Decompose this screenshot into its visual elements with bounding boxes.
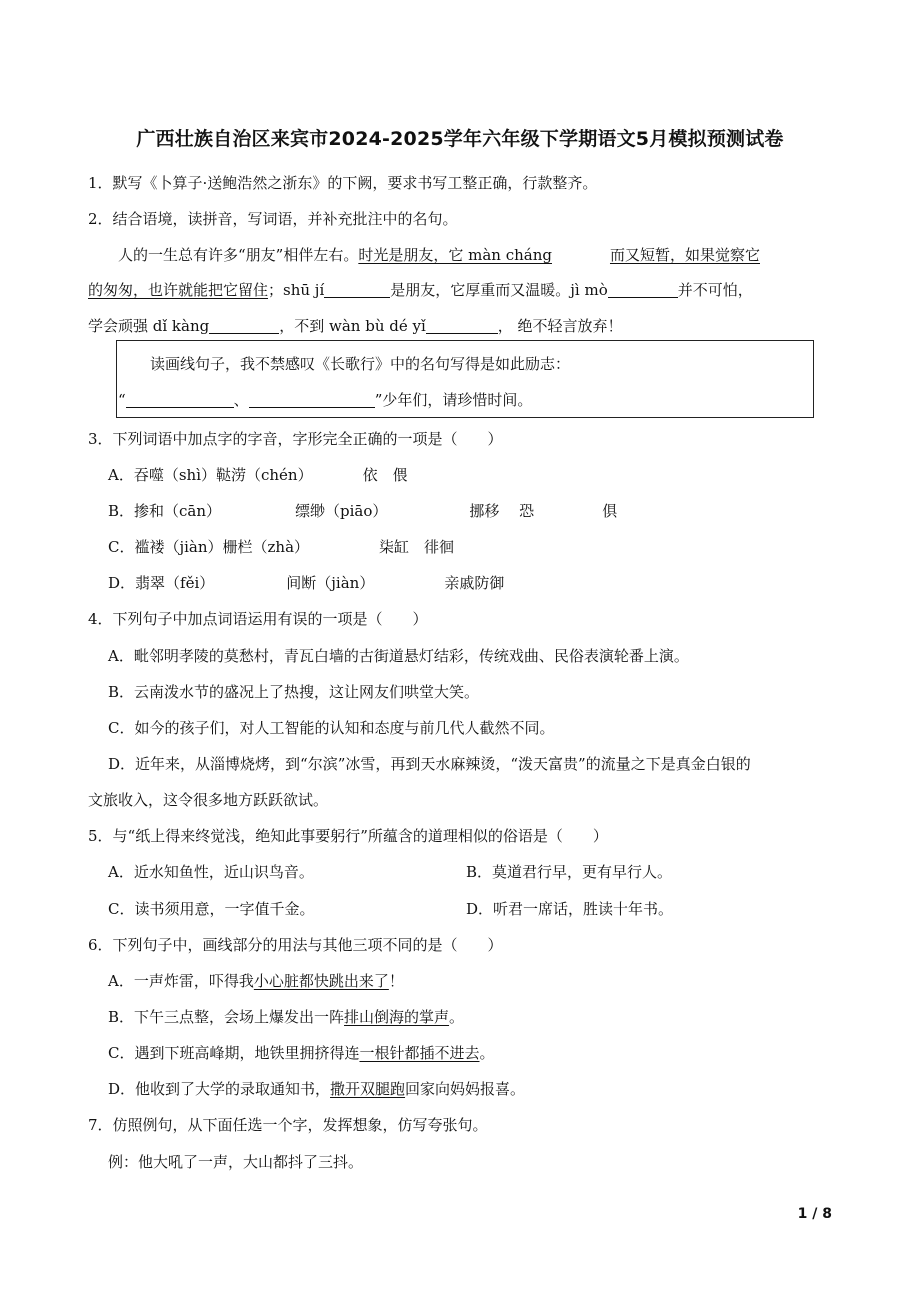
annotation-line-1: 读画线句子，我不禁感叹《长歌行》中的名句写得是如此励志： (150, 355, 571, 373)
answer-blank[interactable] (426, 318, 498, 334)
underlined-phrase: 一根针都插不进去 (359, 1044, 480, 1062)
underlined-sentence: 时光是朋友，它 màn cháng 而又短暂，如果觉察它 (358, 246, 760, 264)
question-6-option-a: A．一声炸雷，吓得我小心脏都快跳出来了！ (108, 972, 404, 990)
answer-blank[interactable] (126, 392, 234, 408)
underlined-phrase: 撒开双腿跑 (330, 1080, 406, 1098)
question-4-option-b: B．云南泼水节的盛况上了热搜，这让网友们哄堂大笑。 (108, 683, 480, 701)
question-4-option-c: C．如今的孩子们，对人工智能的认知和态度与前几代人截然不同。 (108, 719, 555, 737)
underlined-phrase: 小心脏都快跳出来了 (253, 972, 389, 990)
question-4-option-d: D．近年来，从淄博烧烤，到“尔滨”冰雪，再到天水麻辣烫，“泼天富贵”的流量之下是真金白银的 (108, 755, 751, 773)
page-number: 1 / 8 (797, 1206, 832, 1222)
question-6-option-c: C．遇到下班高峰期，地铁里拥挤得连一根针都插不进去。 (108, 1044, 495, 1062)
question-2-stem: 2．结合语境，读拼音，写词语，并补充批注中的名句。 (88, 210, 458, 228)
answer-blank[interactable] (324, 282, 390, 298)
question-6-stem: 6．下列句子中，画线部分的用法与其他三项不同的是（ ） (88, 936, 503, 954)
question-3-stem: 3．下列词语中加点字的字音，字形完全正确的一项是（ ） (88, 430, 503, 448)
question-3-option-b: B．掺和（cān） 缥缈（piāo） 挪移 恐 俱 (108, 502, 618, 520)
answer-blank[interactable] (608, 282, 678, 298)
question-3-option-d: D．翡翠（fěi） 间断（jiàn） 亲戚防御 (108, 574, 505, 592)
answer-blank[interactable] (209, 318, 279, 334)
question-6-option-b: B．下午三点整，会场上爆发出一阵排山倒海的掌声。 (108, 1008, 465, 1026)
answer-blank[interactable] (249, 392, 375, 408)
question-4-stem: 4．下列句子中加点词语运用有误的一项是（ ） (88, 610, 428, 628)
question-3-option-c: C．褴褛（jiàn）栅栏（zhà） 柒缸 徘徊 (108, 538, 455, 556)
annotation-line-2: “ 、 ”少年们，请珍惜时间。 (118, 391, 533, 409)
page-title: 广西壮族自治区来宾市2024-2025学年六年级下学期语文5月模拟预测试卷 (136, 128, 784, 150)
passage-text: 人的一生总有许多“朋友”相伴左右。 (118, 246, 359, 264)
question-5-option-d: D．听君一席话，胜读十年书。 (466, 900, 674, 918)
underlined-phrase: 排山倒海的掌声 (344, 1008, 450, 1026)
question-5-option-b: B．莫道君行早，更有早行人。 (466, 863, 673, 881)
question-3-option-a: A．吞噬（shì）鞑涝（chén） 依 偎 (108, 466, 408, 484)
question-2-passage-line-2: 的匆匆，也许就能把它留住；shū jí 是朋友，它厚重而又温暖。jì mò 并不可怕， (88, 281, 753, 299)
question-5-option-c: C．读书须用意，一字值千金。 (108, 900, 315, 918)
question-1: 1．默写《卜算子·送鲍浩然之浙东》的下阙，要求书写工整正确，行款整齐。 (88, 174, 598, 192)
underlined-sentence: 的匆匆，也许就能把它留住 (88, 281, 269, 299)
question-6-option-d: D．他收到了大学的录取通知书，撒开双腿跑回家向妈妈报喜。 (108, 1080, 526, 1098)
question-2-passage-line-1 (118, 244, 760, 265)
question-5-stem: 5．与“纸上得来终觉浅，绝知此事要躬行”所蕴含的道理相似的俗语是（ ） (88, 827, 608, 845)
question-5-option-a: A．近水知鱼性，近山识鸟音。 (108, 863, 314, 881)
question-2-passage-line-3: 学会顽强 dǐ kàng ，不到 wàn bù dé yǐ ， 绝不轻言放弃！ (88, 317, 623, 335)
question-7-stem: 7．仿照例句，从下面任选一个字，发挥想象，仿写夸张句。 (88, 1116, 488, 1134)
question-4-option-d-cont: 文旅收入，这令很多地方跃跃欲试。 (88, 791, 329, 809)
question-4-option-a: A．毗邻明孝陵的莫愁村，青瓦白墙的古街道悬灯结彩，传统戏曲、民俗表演轮番上演。 (108, 647, 689, 665)
question-7-example: 例：他大吼了一声，大山都抖了三抖。 (108, 1153, 364, 1171)
